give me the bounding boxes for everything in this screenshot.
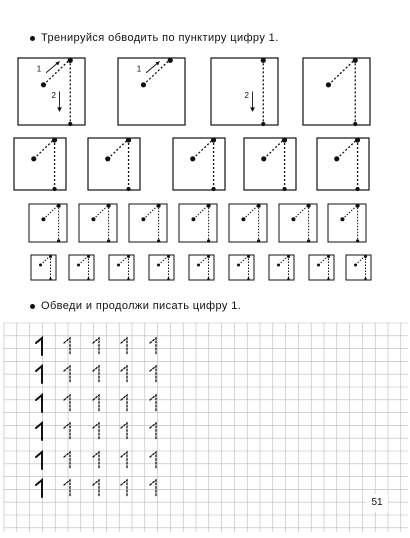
digit-one-dotted <box>93 480 99 497</box>
start-dot <box>277 264 280 267</box>
box-frame <box>69 255 94 280</box>
dashed-diagonal <box>243 205 258 219</box>
tracing-box <box>109 255 134 280</box>
bottom-dot <box>207 239 210 242</box>
digit-one-stroke <box>93 395 99 412</box>
tracing-box <box>189 255 214 280</box>
top-dot <box>282 137 287 142</box>
digit-one-stroke <box>64 395 70 412</box>
top-dot <box>52 137 57 142</box>
digit-one-stroke <box>150 338 156 355</box>
digit-one-stroke <box>36 395 42 412</box>
digit-one-stroke <box>64 338 70 355</box>
digit-one-dotted <box>150 452 156 469</box>
tracing-box <box>129 204 167 243</box>
top-dot <box>157 204 161 208</box>
dashed-diagonal <box>199 256 209 266</box>
bottom-dot <box>52 187 56 191</box>
start-dot <box>190 156 195 161</box>
box-frame <box>244 138 296 190</box>
top-dot <box>207 255 210 258</box>
digit-one-dotted <box>64 480 70 497</box>
tracing-box <box>229 204 267 243</box>
dashed-diagonal <box>356 256 366 266</box>
box-frame <box>31 255 56 280</box>
dashed-diagonal <box>143 205 158 219</box>
box-frame <box>29 204 67 242</box>
start-dot <box>141 217 145 221</box>
digit-one-dotted <box>64 338 70 355</box>
bottom-dot <box>167 278 169 280</box>
start-dot <box>237 264 240 267</box>
digit-one-dotted <box>121 452 127 469</box>
top-dot <box>68 58 73 63</box>
top-dot <box>356 204 360 208</box>
digit-one-solid <box>36 452 42 469</box>
top-dot <box>355 137 360 142</box>
top-dot <box>353 58 358 63</box>
bottom-dot <box>257 239 260 242</box>
tracing-box <box>317 137 369 191</box>
bottom-dot <box>364 278 366 280</box>
dashed-diagonal <box>337 139 358 159</box>
bottom-dot <box>87 278 89 280</box>
digit-one-stroke <box>93 338 99 355</box>
stroke-label-two: 2 <box>244 91 249 101</box>
digit-one-stroke <box>36 452 42 469</box>
bottom-dot <box>57 239 60 242</box>
tracing-box <box>79 204 117 243</box>
stroke-label-one: 1 <box>136 64 142 74</box>
dashed-diagonal <box>328 59 355 84</box>
top-dot <box>247 255 250 258</box>
tracing-box <box>229 255 254 280</box>
tracing-box <box>31 255 56 280</box>
digit-one-stroke <box>64 480 70 497</box>
dashed-diagonal <box>193 139 214 159</box>
start-dot <box>31 156 36 161</box>
box-frame <box>79 204 117 242</box>
start-dot <box>39 264 42 267</box>
digit-one-dotted <box>64 452 70 469</box>
top-dot <box>107 204 111 208</box>
digit-one-samples <box>36 338 156 497</box>
box-frame <box>14 138 66 190</box>
digit-one-dotted <box>93 338 99 355</box>
start-dot <box>77 264 80 267</box>
dashed-diagonal <box>293 205 308 219</box>
box-frame <box>279 204 317 242</box>
box-frame <box>346 255 371 280</box>
bottom-dot <box>211 187 215 191</box>
dashed-diagonal <box>319 256 329 266</box>
tracing-box <box>269 255 294 280</box>
dashed-diagonal <box>93 205 108 219</box>
start-dot <box>326 82 331 87</box>
digit-one-stroke <box>121 338 127 355</box>
arrow-head-icon <box>250 107 255 112</box>
digit-one-dotted <box>150 480 156 497</box>
digit-one-stroke <box>121 395 127 412</box>
box-frame <box>328 204 366 242</box>
box-frame <box>109 255 134 280</box>
bottom-dot <box>287 278 289 280</box>
digit-one-stroke <box>64 452 70 469</box>
top-dot <box>287 255 290 258</box>
box-frame <box>229 204 267 242</box>
bottom-dot <box>247 278 249 280</box>
box-frame <box>317 138 369 190</box>
digit-one-stroke <box>121 452 127 469</box>
bottom-dot <box>126 187 130 191</box>
stroke-label-two: 2 <box>51 91 56 101</box>
start-dot <box>91 217 95 221</box>
start-dot <box>191 217 195 221</box>
tracing-box <box>279 204 317 243</box>
digit-one-stroke <box>93 480 99 497</box>
top-dot <box>261 58 266 63</box>
box-frame <box>179 204 217 242</box>
dashed-diagonal <box>43 205 58 219</box>
tracing-box <box>244 137 296 191</box>
bottom-dot <box>107 239 110 242</box>
digit-one-stroke <box>36 338 42 355</box>
stroke-label-one: 1 <box>36 64 42 74</box>
tracing-box <box>173 137 225 191</box>
bottom-dot <box>68 122 72 126</box>
start-dot <box>157 264 160 267</box>
start-dot <box>317 264 320 267</box>
tracing-box <box>18 58 85 126</box>
bottom-dot <box>282 187 286 191</box>
bottom-dot <box>261 122 265 126</box>
box-frame <box>309 255 334 280</box>
box-frame <box>303 58 370 125</box>
top-dot <box>327 255 330 258</box>
dashed-diagonal <box>34 139 55 159</box>
box-frame <box>189 255 214 280</box>
top-dot <box>127 255 130 258</box>
tracing-box <box>14 137 66 191</box>
digit-one-stroke <box>150 395 156 412</box>
digit-one-solid <box>36 480 42 497</box>
tracing-box <box>346 255 371 280</box>
digit-one-stroke <box>121 480 127 497</box>
bottom-dot <box>353 122 357 126</box>
arrow-head-icon <box>57 107 62 112</box>
bottom-dot <box>356 239 359 242</box>
top-dot <box>211 137 216 142</box>
dashed-diagonal <box>239 256 249 266</box>
start-dot <box>241 217 245 221</box>
start-dot <box>291 217 295 221</box>
digit-one-stroke <box>150 480 156 497</box>
top-dot <box>87 255 90 258</box>
top-dot <box>257 204 261 208</box>
box-frame <box>173 138 225 190</box>
tracing-box <box>118 58 185 125</box>
tracing-box <box>303 58 370 126</box>
top-dot <box>307 204 311 208</box>
tracing-box <box>179 204 217 243</box>
tracing-box <box>149 255 174 280</box>
digit-one-stroke <box>93 452 99 469</box>
start-dot <box>117 264 120 267</box>
dashed-diagonal <box>119 256 129 266</box>
box-frame <box>269 255 294 280</box>
dashed-diagonal <box>264 139 285 159</box>
tracing-box <box>69 255 94 280</box>
box-frame <box>88 138 140 190</box>
start-dot <box>41 82 46 87</box>
top-dot <box>167 255 170 258</box>
page-number: 51 <box>366 494 388 512</box>
tracing-box <box>29 204 67 243</box>
dashed-diagonal <box>193 205 208 219</box>
top-dot <box>126 137 131 142</box>
bottom-dot <box>49 278 51 280</box>
digit-one-dotted <box>64 395 70 412</box>
tracing-box <box>328 204 366 243</box>
digit-one-dotted <box>121 338 127 355</box>
bottom-dot <box>127 278 129 280</box>
dashed-diagonal <box>108 139 129 159</box>
tracing-box <box>88 137 140 191</box>
digit-one-dotted <box>150 338 156 355</box>
dashed-diagonal <box>79 256 89 266</box>
dashed-diagonal <box>159 256 169 266</box>
dashed-diagonal <box>279 256 289 266</box>
start-dot <box>197 264 200 267</box>
digit-one-solid <box>36 338 42 355</box>
tracing-box <box>211 58 278 126</box>
bottom-dot <box>207 278 209 280</box>
top-dot <box>168 58 173 63</box>
dashed-diagonal <box>41 256 51 266</box>
instruction-write-text: Обведи и продолжи писать цифру 1. <box>41 300 242 312</box>
top-dot <box>364 255 367 258</box>
top-dot <box>207 204 211 208</box>
digit-one-dotted <box>121 480 127 497</box>
top-dot <box>57 204 61 208</box>
bottom-dot <box>307 239 310 242</box>
bottom-dot <box>327 278 329 280</box>
tracing-boxes <box>14 58 371 280</box>
box-frame <box>229 255 254 280</box>
bottom-dot <box>355 187 359 191</box>
tracing-box <box>309 255 334 280</box>
start-dot <box>105 156 110 161</box>
digit-one-dotted <box>93 452 99 469</box>
start-dot <box>141 82 146 87</box>
digit-one-stroke <box>150 452 156 469</box>
digit-one-solid <box>36 395 42 412</box>
bottom-dot <box>157 239 160 242</box>
start-dot <box>340 217 344 221</box>
box-frame <box>149 255 174 280</box>
start-dot <box>354 264 357 267</box>
digit-one-stroke <box>36 480 42 497</box>
start-dot <box>41 217 45 221</box>
start-dot <box>261 156 266 161</box>
digit-one-dotted <box>121 395 127 412</box>
box-frame <box>129 204 167 242</box>
start-dot <box>334 156 339 161</box>
dashed-diagonal <box>342 205 357 219</box>
digit-one-dotted <box>150 395 156 412</box>
digit-one-dotted <box>93 395 99 412</box>
instruction-trace-text: Тренируйся обводить по пунктиру цифру 1. <box>41 32 279 44</box>
top-dot <box>49 255 52 258</box>
